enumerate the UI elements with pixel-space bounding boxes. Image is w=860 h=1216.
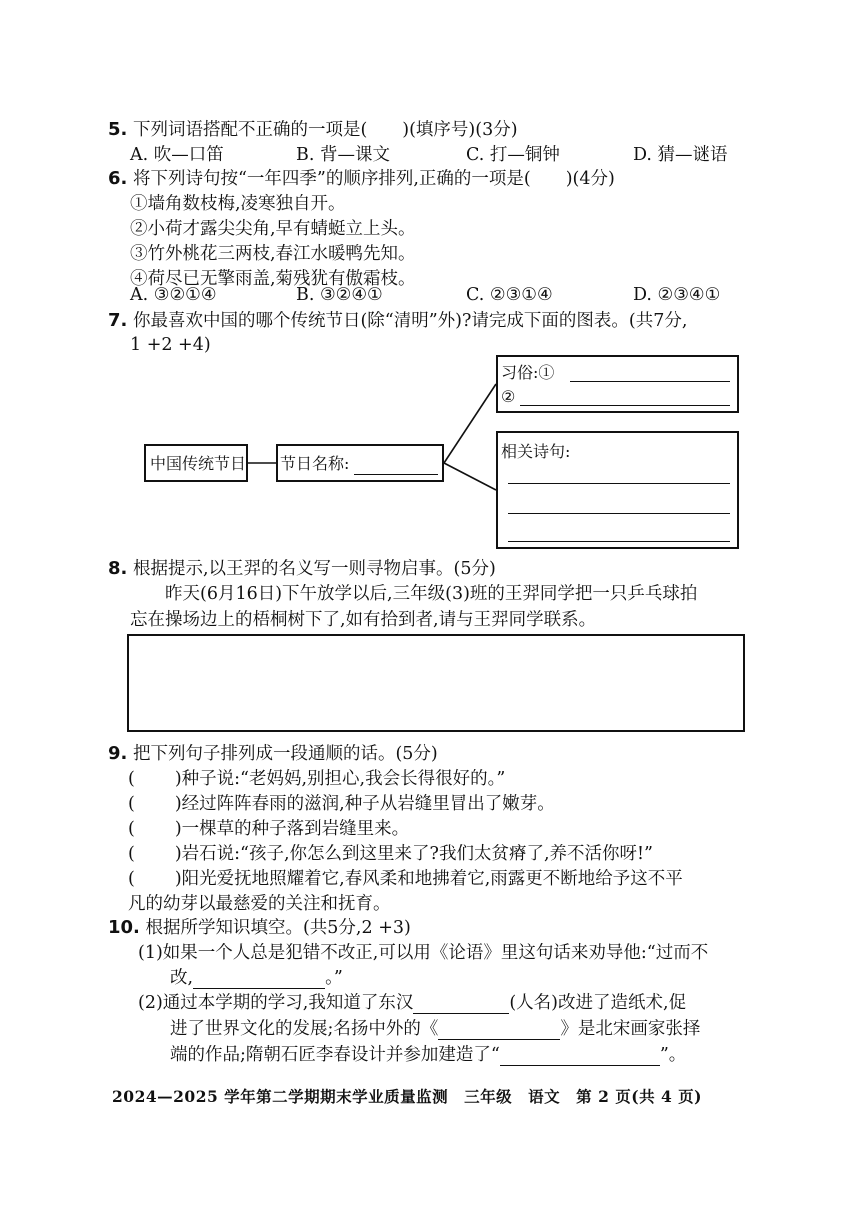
festival-root-label: 中国传统节日 (150, 454, 247, 473)
q8-text-2: 忘在操场边上的梧桐树下了,如有拾到者,请与王羿同学联系。 (130, 610, 597, 630)
q6-poem-2: ②小荷才露尖尖角,早有蜻蜓立上头。 (130, 219, 416, 239)
q9-line (108, 743, 438, 765)
q6-poem-3: ③竹外桃花三两枝,春江水暖鸭先知。 (130, 244, 416, 264)
festival-name-box (276, 444, 444, 482)
q9-item-5: ( )阳光爱抚地照耀着它,春风柔和地拂着它,雨露更不断地给予这不平 (128, 869, 683, 889)
q6-option-d: D. ②③④① (633, 285, 721, 305)
q6-option-c: C. ②③①④ (466, 285, 553, 305)
poem-line-2[interactable] (508, 513, 730, 514)
q10-part2-line3: 端的作品;隋朝石匠李春设计并参加建造了“ ”。 (170, 1045, 687, 1065)
poem-line-3[interactable] (508, 541, 730, 542)
q8-number: 8. (108, 558, 128, 579)
q8-answer-box[interactable] (127, 634, 745, 732)
q10-line (108, 917, 411, 939)
q9-item-1: ( )种子说:“老妈妈,别担心,我会长得很好的。” (128, 769, 506, 789)
q6-number: 6. (108, 168, 128, 189)
q9-item-5-cont: 凡的幼芽以最慈爱的关注和抚育。 (128, 894, 391, 914)
q9-stem: 把下列句子排列成一段通顺的话。(5分) (132, 744, 438, 764)
q8-line (108, 558, 496, 580)
customs-label: 习俗:① (501, 363, 555, 382)
custom-1-input[interactable] (570, 381, 730, 382)
q6-option-a: A. ③②①④ (130, 285, 217, 305)
poems-label: 相关诗句: (501, 442, 571, 461)
q10-stem: 根据所学知识填空。(共5分,2 +3) (145, 918, 411, 938)
poem-line-1[interactable] (508, 483, 730, 484)
q10-part2-line1: (2)通过本学期的学习,我知道了东汉 (人名)改进了造纸术,促 (138, 993, 687, 1013)
q6-line (108, 168, 615, 190)
festival-name-input[interactable] (354, 474, 438, 475)
painting-blank[interactable] (438, 1021, 560, 1040)
custom-2-input[interactable] (520, 405, 730, 406)
poems-box (496, 431, 739, 549)
q7-number: 7. (108, 310, 128, 331)
q10-part2-line2: 进了世界文化的发展;名扬中外的《 》是北宋画家张择 (170, 1019, 701, 1039)
q5-option-d: D. 猜—谜语 (633, 145, 728, 165)
q9-number: 9. (108, 743, 128, 764)
q5-line (108, 119, 518, 141)
q5-option-b: B. 背—课文 (296, 145, 390, 165)
q5-option-c: C. 打—铜钟 (466, 145, 560, 165)
page-footer: 2024—2025 学年第二学期期末学业质量监测 三年级 语文 第 2 页(共 4 页) (112, 1087, 702, 1106)
q9-item-4: ( )岩石说:“孩子,你怎么到这里来了?我们太贫瘠了,养不活你呀!” (128, 844, 653, 864)
festival-name-label: 节日名称: (280, 454, 350, 473)
q6-poem-4: ④荷尽已无擎雨盖,菊残犹有傲霜枝。 (130, 269, 416, 289)
q10-number: 10. (108, 917, 140, 938)
q5-option-a: A. 吹—口笛 (130, 145, 224, 165)
bridge-blank[interactable] (500, 1047, 660, 1066)
q8-text-1: 昨天(6月16日)下午放学以后,三年级(3)班的王羿同学把一只乒乓球拍 (165, 584, 698, 604)
proverb-blank[interactable] (193, 970, 325, 989)
q6-poem-1: ①墙角数枝梅,凌寒独自开。 (130, 194, 346, 214)
q6-stem: 将下列诗句按“一年四季”的顺序排列,正确的一项是( )(4分) (132, 169, 615, 189)
festival-root-box (144, 444, 248, 482)
custom-2-label: ② (501, 387, 516, 406)
q7-line (108, 310, 687, 332)
q6-option-b: B. ③②④① (296, 285, 383, 305)
q7-stem-cont: 1 +2 +4) (130, 335, 211, 355)
q5-number: 5. (108, 119, 128, 140)
q7-stem: 你最喜欢中国的哪个传统节日(除“清明”外)?请完成下面的图表。(共7分, (132, 311, 688, 331)
q9-item-3: ( )一棵草的种子落到岩缝里来。 (128, 819, 410, 839)
q10-part1-line1: (1)如果一个人总是犯错不改正,可以用《论语》里这句话来劝导他:“过而不 (138, 943, 709, 963)
inventor-blank[interactable] (413, 995, 509, 1014)
q8-stem: 根据提示,以王羿的名义写一则寻物启事。(5分) (132, 559, 496, 579)
q5-stem: 下列词语搭配不正确的一项是( )(填序号)(3分) (132, 120, 518, 140)
customs-box (496, 355, 739, 413)
q10-part1-line2: 改, 。” (170, 968, 343, 988)
q9-item-2: ( )经过阵阵春雨的滋润,种子从岩缝里冒出了嫩芽。 (128, 794, 555, 814)
